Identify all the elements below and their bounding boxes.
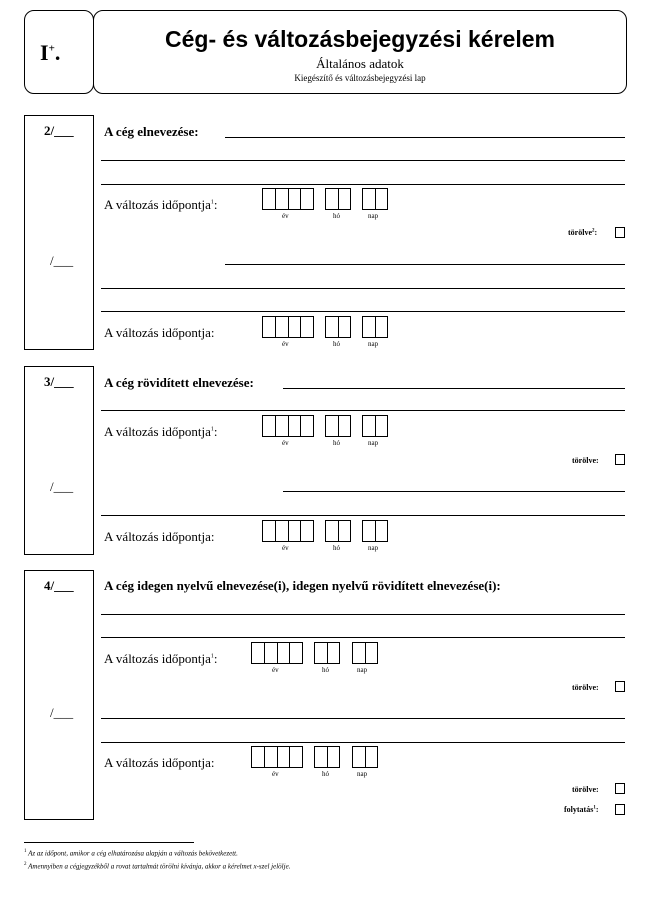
form-code-dot: . xyxy=(54,40,61,65)
foreign-name-line[interactable] xyxy=(101,718,625,719)
name-line[interactable] xyxy=(225,264,625,265)
deleted-checkbox[interactable] xyxy=(615,681,625,692)
section-2-number-box xyxy=(24,115,94,350)
year-caption: év xyxy=(282,544,289,552)
year-input[interactable] xyxy=(251,642,303,664)
section-3-title: A cég rövidített elnevezése: xyxy=(104,375,254,390)
day-caption: nap xyxy=(368,439,379,447)
month-input[interactable] xyxy=(325,316,351,338)
year-caption: év xyxy=(272,666,279,674)
month-caption: hó xyxy=(333,544,340,552)
month-caption: hó xyxy=(322,770,329,778)
day-caption: nap xyxy=(357,770,368,778)
section-4-number: 4/___ xyxy=(44,578,74,593)
day-input[interactable] xyxy=(352,746,378,768)
name-line[interactable] xyxy=(101,184,625,185)
month-input[interactable] xyxy=(314,642,340,664)
month-input[interactable] xyxy=(325,415,351,437)
short-name-line[interactable] xyxy=(283,491,625,492)
change-date-label-2: A változás időpontja: xyxy=(104,755,215,770)
year-input[interactable] xyxy=(262,415,314,437)
change-date-label: A változás időpontja$^1$: xyxy=(104,424,218,439)
short-name-line[interactable] xyxy=(101,515,625,516)
year-input[interactable] xyxy=(251,746,303,768)
month-caption: hó xyxy=(322,666,329,674)
month-input[interactable] xyxy=(325,188,351,210)
section-4-sub-number: /___ xyxy=(50,705,74,720)
footnote-2: $^2$ Amennyiben a cégjegyzékből a rovat tartalmát törölni kívánja, akkor a kérelmet x-szel jelölje. xyxy=(24,862,291,871)
deleted-label: törölve$^2$: xyxy=(568,228,598,237)
change-date-label: A változás időpontja$^1$: xyxy=(104,197,218,212)
year-caption: év xyxy=(282,212,289,220)
section-2-number: 2/___ xyxy=(44,123,74,138)
short-name-line[interactable] xyxy=(101,410,625,411)
deleted-checkbox[interactable] xyxy=(615,227,625,238)
deleted-label: törölve: xyxy=(572,456,599,465)
name-line[interactable] xyxy=(101,160,625,161)
continuation-label: folytatás$^1$: xyxy=(564,805,599,814)
page-title: Cég- és változásbejegyzési kérelem xyxy=(165,26,555,52)
day-input[interactable] xyxy=(362,520,388,542)
footnote-divider xyxy=(24,842,194,843)
day-input[interactable] xyxy=(362,415,388,437)
page-subtitle: Általános adatok xyxy=(316,56,404,71)
month-caption: hó xyxy=(333,212,340,220)
page-subsubtitle: Kiegészítő és változásbejegyzési lap xyxy=(294,73,426,83)
month-input[interactable] xyxy=(314,746,340,768)
day-input[interactable] xyxy=(352,642,378,664)
short-name-line[interactable] xyxy=(283,388,625,389)
day-input[interactable] xyxy=(362,316,388,338)
month-caption: hó xyxy=(333,340,340,348)
section-3-sub-number: /___ xyxy=(50,479,74,494)
year-input[interactable] xyxy=(262,188,314,210)
day-caption: nap xyxy=(368,544,379,552)
deleted-label: törölve: xyxy=(572,683,599,692)
section-3-number: 3/___ xyxy=(44,374,74,389)
form-code xyxy=(40,40,60,66)
day-caption: nap xyxy=(368,340,379,348)
name-line[interactable] xyxy=(101,311,625,312)
day-caption: nap xyxy=(368,212,379,220)
section-2-sub-number: /___ xyxy=(50,253,74,268)
foreign-name-line[interactable] xyxy=(101,742,625,743)
deleted-label: törölve: xyxy=(572,785,599,794)
continuation-checkbox[interactable] xyxy=(615,804,625,815)
day-input[interactable] xyxy=(362,188,388,210)
year-input[interactable] xyxy=(262,316,314,338)
change-date-label: A változás időpontja$^1$: xyxy=(104,651,218,666)
month-input[interactable] xyxy=(325,520,351,542)
form-code-main: I xyxy=(40,40,49,65)
year-caption: év xyxy=(272,770,279,778)
section-4-number-box xyxy=(24,570,94,820)
day-caption: nap xyxy=(357,666,368,674)
foreign-name-line[interactable] xyxy=(101,614,625,615)
deleted-checkbox[interactable] xyxy=(615,454,625,465)
footnote-1: $^1$ Az az időpont, amikor a cég elhatározása alapján a változás bekövetkezett. xyxy=(24,849,238,858)
foreign-name-line[interactable] xyxy=(101,637,625,638)
section-2-title: A cég elnevezése: xyxy=(104,124,199,139)
year-caption: év xyxy=(282,340,289,348)
name-line[interactable] xyxy=(225,137,625,138)
section-3-number-box xyxy=(24,366,94,555)
change-date-label-2: A változás időpontja: xyxy=(104,325,215,340)
section-4-title: A cég idegen nyelvű elnevezése(i), idegen nyelvű rövidített elnevezése(i): xyxy=(104,578,501,593)
year-caption: év xyxy=(282,439,289,447)
year-input[interactable] xyxy=(262,520,314,542)
deleted-checkbox[interactable] xyxy=(615,783,625,794)
form-code-sup: + xyxy=(48,42,55,55)
month-caption: hó xyxy=(333,439,340,447)
name-line[interactable] xyxy=(101,288,625,289)
change-date-label-2: A változás időpontja: xyxy=(104,529,215,544)
